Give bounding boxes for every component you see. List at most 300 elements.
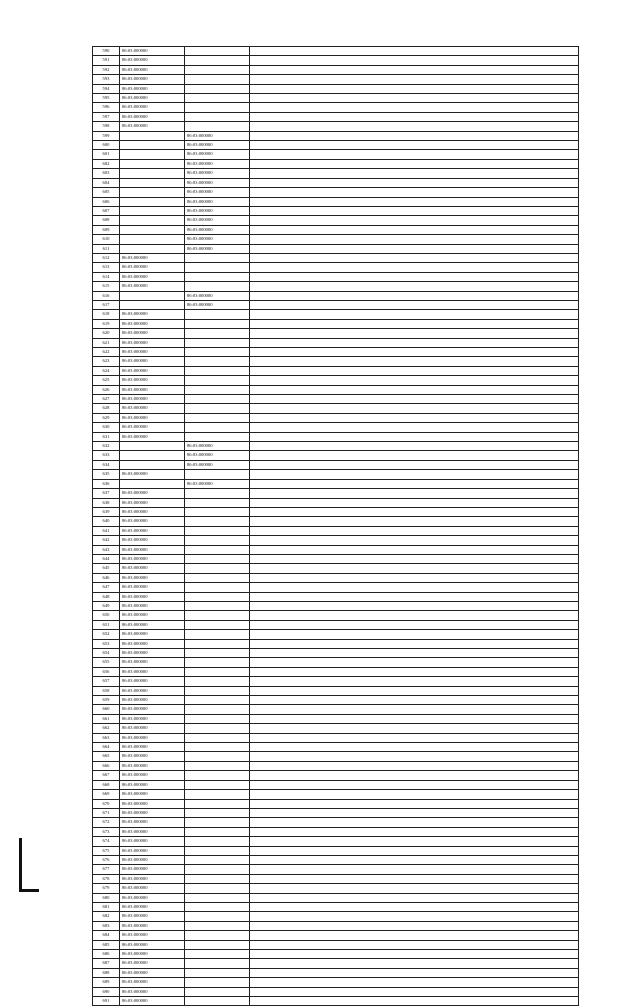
table-row: [93, 432, 579, 441]
row-number: 661: [93, 714, 120, 723]
object-address: [250, 733, 579, 742]
cadastral-number-primary: 86:03:000000: [120, 592, 185, 601]
row-number: 690: [93, 987, 120, 996]
row-number: 619: [93, 319, 120, 328]
table-row: [93, 263, 579, 272]
object-address: [250, 968, 579, 977]
table-row: [93, 188, 579, 197]
row-number: 679: [93, 884, 120, 893]
table-row: [93, 743, 579, 752]
table-row: [93, 912, 579, 921]
table-row: [93, 131, 579, 140]
cadastral-number-secondary: [185, 799, 250, 808]
cadastral-number-primary: [120, 131, 185, 140]
table-row: [93, 404, 579, 413]
object-address: [250, 846, 579, 855]
cadastral-number-primary: 86:03:000000: [120, 395, 185, 404]
table-row: [93, 827, 579, 836]
table-row: [93, 950, 579, 959]
object-address: [250, 573, 579, 582]
table-row: [93, 395, 579, 404]
cadastral-number-primary: [120, 300, 185, 309]
table-row: [93, 94, 579, 103]
cadastral-number-secondary: [185, 545, 250, 554]
table-row: [93, 902, 579, 911]
object-address: [250, 197, 579, 206]
cadastral-number-secondary: 86:03:000000: [185, 479, 250, 488]
cadastral-number-secondary: [185, 978, 250, 987]
row-number: 607: [93, 206, 120, 215]
row-number: 620: [93, 329, 120, 338]
row-number: 609: [93, 225, 120, 234]
object-address: [250, 601, 579, 610]
object-address: [250, 818, 579, 827]
row-number: 608: [93, 216, 120, 225]
row-number: 683: [93, 921, 120, 930]
table-row: [93, 686, 579, 695]
cadastral-number-secondary: [185, 686, 250, 695]
object-address: [250, 630, 579, 639]
cadastral-number-secondary: [185, 601, 250, 610]
cadastral-number-secondary: [185, 893, 250, 902]
table-row: [93, 329, 579, 338]
row-number: 614: [93, 272, 120, 281]
row-number: 655: [93, 658, 120, 667]
row-number: 632: [93, 442, 120, 451]
object-address: [250, 150, 579, 159]
cadastral-number-primary: 86:03:000000: [120, 338, 185, 347]
cadastral-number-secondary: [185, 65, 250, 74]
table-row: [93, 865, 579, 874]
row-number: 638: [93, 498, 120, 507]
row-number: 610: [93, 235, 120, 244]
cadastral-number-secondary: [185, 950, 250, 959]
row-number: 678: [93, 874, 120, 883]
object-address: [250, 855, 579, 864]
cadastral-number-primary: 86:03:000000: [120, 272, 185, 281]
table-row: [93, 667, 579, 676]
table-row: [93, 65, 579, 74]
cadastral-number-primary: 86:03:000000: [120, 865, 185, 874]
cadastral-number-secondary: [185, 329, 250, 338]
object-address: [250, 244, 579, 253]
object-address: [250, 206, 579, 215]
object-address: [250, 319, 579, 328]
row-number: 657: [93, 677, 120, 686]
cadastral-number-primary: 86:03:000000: [120, 84, 185, 93]
cadastral-number-primary: 86:03:000000: [120, 65, 185, 74]
cadastral-number-primary: 86:03:000000: [120, 827, 185, 836]
cadastral-number-secondary: [185, 592, 250, 601]
cadastral-number-secondary: 86:03:000000: [185, 159, 250, 168]
cadastral-number-primary: 86:03:000000: [120, 959, 185, 968]
table-row: [93, 752, 579, 761]
row-number: 684: [93, 931, 120, 940]
object-address: [250, 479, 579, 488]
row-number: 688: [93, 968, 120, 977]
table-row: [93, 611, 579, 620]
object-address: [250, 686, 579, 695]
cadastral-number-primary: 86:03:000000: [120, 649, 185, 658]
table-row: [93, 855, 579, 864]
cadastral-number-primary: 86:03:000000: [120, 282, 185, 291]
registry-table-body: [93, 47, 579, 1006]
table-row: [93, 442, 579, 451]
cadastral-number-secondary: [185, 780, 250, 789]
object-address: [250, 84, 579, 93]
row-number: 624: [93, 366, 120, 375]
row-number: 626: [93, 385, 120, 394]
cadastral-number-primary: 86:03:000000: [120, 366, 185, 375]
cadastral-number-primary: [120, 206, 185, 215]
cadastral-number-primary: [120, 197, 185, 206]
row-number: 630: [93, 423, 120, 432]
cadastral-number-primary: 86:03:000000: [120, 884, 185, 893]
object-address: [250, 564, 579, 573]
cadastral-number-secondary: [185, 272, 250, 281]
cadastral-number-primary: 86:03:000000: [120, 498, 185, 507]
cadastral-number-secondary: 86:03:000000: [185, 235, 250, 244]
row-number: 648: [93, 592, 120, 601]
object-address: [250, 554, 579, 563]
cadastral-number-secondary: 86:03:000000: [185, 141, 250, 150]
object-address: [250, 404, 579, 413]
object-address: [250, 893, 579, 902]
row-number: 662: [93, 724, 120, 733]
cadastral-number-primary: 86:03:000000: [120, 47, 185, 56]
cadastral-number-primary: 86:03:000000: [120, 771, 185, 780]
cadastral-number-secondary: [185, 310, 250, 319]
row-number: 666: [93, 761, 120, 770]
object-address: [250, 714, 579, 723]
cadastral-number-primary: [120, 479, 185, 488]
registry-table: [92, 46, 579, 1006]
cadastral-number-primary: 86:03:000000: [120, 714, 185, 723]
table-row: [93, 705, 579, 714]
cadastral-number-secondary: 86:03:000000: [185, 216, 250, 225]
row-number: 641: [93, 526, 120, 535]
cadastral-number-secondary: [185, 790, 250, 799]
cadastral-number-primary: 86:03:000000: [120, 837, 185, 846]
row-number: 665: [93, 752, 120, 761]
cadastral-number-secondary: [185, 103, 250, 112]
object-address: [250, 507, 579, 516]
object-address: [250, 141, 579, 150]
table-row: [93, 931, 579, 940]
cadastral-number-primary: 86:03:000000: [120, 573, 185, 582]
object-address: [250, 253, 579, 262]
cadastral-number-secondary: [185, 827, 250, 836]
table-row: [93, 206, 579, 215]
cadastral-number-primary: [120, 225, 185, 234]
cadastral-number-primary: 86:03:000000: [120, 75, 185, 84]
cadastral-number-primary: 86:03:000000: [120, 423, 185, 432]
table-row: [93, 583, 579, 592]
row-number: 645: [93, 564, 120, 573]
object-address: [250, 310, 579, 319]
cadastral-number-secondary: [185, 818, 250, 827]
cadastral-number-secondary: [185, 498, 250, 507]
object-address: [250, 216, 579, 225]
cadastral-number-primary: 86:03:000000: [120, 583, 185, 592]
cadastral-number-primary: [120, 451, 185, 460]
row-number: 612: [93, 253, 120, 262]
cadastral-number-secondary: [185, 611, 250, 620]
row-number: 601: [93, 150, 120, 159]
row-number: 622: [93, 348, 120, 357]
row-number: 659: [93, 696, 120, 705]
table-row: [93, 338, 579, 347]
table-row: [93, 291, 579, 300]
object-address: [250, 696, 579, 705]
object-address: [250, 376, 579, 385]
cadastral-number-secondary: 86:03:000000: [185, 451, 250, 460]
cadastral-number-secondary: [185, 639, 250, 648]
cadastral-number-secondary: [185, 395, 250, 404]
cadastral-number-secondary: [185, 677, 250, 686]
cadastral-number-secondary: [185, 470, 250, 479]
cadastral-number-secondary: 86:03:000000: [185, 460, 250, 469]
cadastral-number-primary: 86:03:000000: [120, 122, 185, 131]
object-address: [250, 884, 579, 893]
table-row: [93, 141, 579, 150]
cadastral-number-secondary: 86:03:000000: [185, 197, 250, 206]
object-address: [250, 300, 579, 309]
cadastral-number-secondary: 86:03:000000: [185, 131, 250, 140]
cadastral-number-primary: 86:03:000000: [120, 978, 185, 987]
object-address: [250, 921, 579, 930]
table-row: [93, 997, 579, 1006]
table-row: [93, 639, 579, 648]
cadastral-number-primary: 86:03:000000: [120, 950, 185, 959]
cadastral-number-primary: [120, 141, 185, 150]
cadastral-number-secondary: [185, 921, 250, 930]
object-address: [250, 272, 579, 281]
cadastral-number-primary: 86:03:000000: [120, 902, 185, 911]
table-row: [93, 319, 579, 328]
cadastral-number-primary: 86:03:000000: [120, 103, 185, 112]
cadastral-number-secondary: [185, 56, 250, 65]
row-number: 660: [93, 705, 120, 714]
cadastral-number-primary: 86:03:000000: [120, 601, 185, 610]
object-address: [250, 752, 579, 761]
row-number: 653: [93, 639, 120, 648]
table-row: [93, 592, 579, 601]
row-number: 633: [93, 451, 120, 460]
row-number: 606: [93, 197, 120, 206]
table-row: [93, 366, 579, 375]
object-address: [250, 677, 579, 686]
cadastral-number-primary: [120, 216, 185, 225]
object-address: [250, 592, 579, 601]
object-address: [250, 235, 579, 244]
object-address: [250, 159, 579, 168]
cadastral-number-primary: [120, 178, 185, 187]
object-address: [250, 950, 579, 959]
cadastral-number-secondary: [185, 959, 250, 968]
table-row: [93, 620, 579, 629]
cadastral-number-primary: 86:03:000000: [120, 639, 185, 648]
cadastral-number-secondary: [185, 432, 250, 441]
row-number: 627: [93, 395, 120, 404]
table-row: [93, 837, 579, 846]
object-address: [250, 620, 579, 629]
row-number: 592: [93, 65, 120, 74]
table-row: [93, 601, 579, 610]
table-row: [93, 84, 579, 93]
object-address: [250, 282, 579, 291]
cadastral-number-secondary: [185, 357, 250, 366]
table-row: [93, 517, 579, 526]
table-row: [93, 630, 579, 639]
cadastral-number-primary: 86:03:000000: [120, 253, 185, 262]
table-row: [93, 498, 579, 507]
cadastral-number-primary: 86:03:000000: [120, 743, 185, 752]
cadastral-number-primary: 86:03:000000: [120, 611, 185, 620]
table-row: [93, 978, 579, 987]
object-address: [250, 432, 579, 441]
object-address: [250, 761, 579, 770]
cadastral-number-secondary: [185, 319, 250, 328]
table-row: [93, 658, 579, 667]
table-row: [93, 413, 579, 422]
cadastral-number-secondary: [185, 902, 250, 911]
row-number: 670: [93, 799, 120, 808]
table-row: [93, 348, 579, 357]
table-row: [93, 790, 579, 799]
cadastral-number-secondary: [185, 968, 250, 977]
cadastral-number-secondary: [185, 705, 250, 714]
table-row: [93, 112, 579, 121]
table-row: [93, 884, 579, 893]
object-address: [250, 423, 579, 432]
table-row: [93, 272, 579, 281]
cadastral-number-primary: 86:03:000000: [120, 696, 185, 705]
cadastral-number-primary: 86:03:000000: [120, 348, 185, 357]
cadastral-number-secondary: [185, 573, 250, 582]
table-row: [93, 940, 579, 949]
cadastral-number-primary: [120, 169, 185, 178]
cadastral-number-secondary: [185, 366, 250, 375]
table-row: [93, 846, 579, 855]
object-address: [250, 366, 579, 375]
cadastral-number-secondary: [185, 714, 250, 723]
cadastral-number-primary: [120, 291, 185, 300]
cadastral-number-primary: 86:03:000000: [120, 893, 185, 902]
cadastral-number-primary: 86:03:000000: [120, 987, 185, 996]
cadastral-number-secondary: 86:03:000000: [185, 291, 250, 300]
row-number: 615: [93, 282, 120, 291]
object-address: [250, 780, 579, 789]
cadastral-number-primary: 86:03:000000: [120, 630, 185, 639]
cadastral-number-primary: 86:03:000000: [120, 489, 185, 498]
table-row: [93, 47, 579, 56]
cadastral-number-primary: 86:03:000000: [120, 808, 185, 817]
table-row: [93, 771, 579, 780]
row-number: 664: [93, 743, 120, 752]
cadastral-number-secondary: [185, 84, 250, 93]
cadastral-number-secondary: [185, 865, 250, 874]
table-row: [93, 310, 579, 319]
table-row: [93, 818, 579, 827]
table-row: [93, 564, 579, 573]
row-number: 676: [93, 855, 120, 864]
cadastral-number-primary: 86:03:000000: [120, 931, 185, 940]
row-number: 685: [93, 940, 120, 949]
cadastral-number-primary: [120, 442, 185, 451]
object-address: [250, 874, 579, 883]
cadastral-number-secondary: [185, 376, 250, 385]
object-address: [250, 649, 579, 658]
table-row: [93, 874, 579, 883]
object-address: [250, 902, 579, 911]
row-number: 646: [93, 573, 120, 582]
row-number: 616: [93, 291, 120, 300]
cadastral-number-secondary: [185, 47, 250, 56]
object-address: [250, 865, 579, 874]
row-number: 625: [93, 376, 120, 385]
object-address: [250, 470, 579, 479]
object-address: [250, 357, 579, 366]
cadastral-number-primary: 86:03:000000: [120, 658, 185, 667]
cadastral-number-secondary: [185, 874, 250, 883]
cadastral-number-secondary: [185, 348, 250, 357]
object-address: [250, 169, 579, 178]
cadastral-number-secondary: [185, 987, 250, 996]
table-row: [93, 761, 579, 770]
row-number: 640: [93, 517, 120, 526]
cadastral-number-primary: 86:03:000000: [120, 376, 185, 385]
table-row: [93, 451, 579, 460]
table-row: [93, 536, 579, 545]
row-number: 634: [93, 460, 120, 469]
row-number: 593: [93, 75, 120, 84]
row-number: 629: [93, 413, 120, 422]
margin-binding-tick: [19, 889, 39, 892]
object-address: [250, 583, 579, 592]
row-number: 667: [93, 771, 120, 780]
row-number: 680: [93, 893, 120, 902]
cadastral-number-secondary: 86:03:000000: [185, 178, 250, 187]
cadastral-number-secondary: [185, 423, 250, 432]
cadastral-number-secondary: [185, 771, 250, 780]
row-number: 691: [93, 997, 120, 1006]
cadastral-number-secondary: [185, 75, 250, 84]
object-address: [250, 178, 579, 187]
table-row: [93, 526, 579, 535]
table-row: [93, 959, 579, 968]
row-number: 599: [93, 131, 120, 140]
object-address: [250, 997, 579, 1006]
cadastral-number-secondary: [185, 253, 250, 262]
row-number: 686: [93, 950, 120, 959]
cadastral-number-primary: 86:03:000000: [120, 545, 185, 554]
table-row: [93, 150, 579, 159]
cadastral-number-primary: 86:03:000000: [120, 874, 185, 883]
cadastral-number-primary: 86:03:000000: [120, 733, 185, 742]
object-address: [250, 799, 579, 808]
cadastral-number-primary: 86:03:000000: [120, 705, 185, 714]
cadastral-number-secondary: 86:03:000000: [185, 225, 250, 234]
cadastral-number-primary: 86:03:000000: [120, 921, 185, 930]
cadastral-number-primary: 86:03:000000: [120, 564, 185, 573]
cadastral-number-primary: 86:03:000000: [120, 94, 185, 103]
table-row: [93, 169, 579, 178]
cadastral-number-primary: 86:03:000000: [120, 940, 185, 949]
table-row: [93, 733, 579, 742]
cadastral-number-primary: 86:03:000000: [120, 56, 185, 65]
table-row: [93, 780, 579, 789]
